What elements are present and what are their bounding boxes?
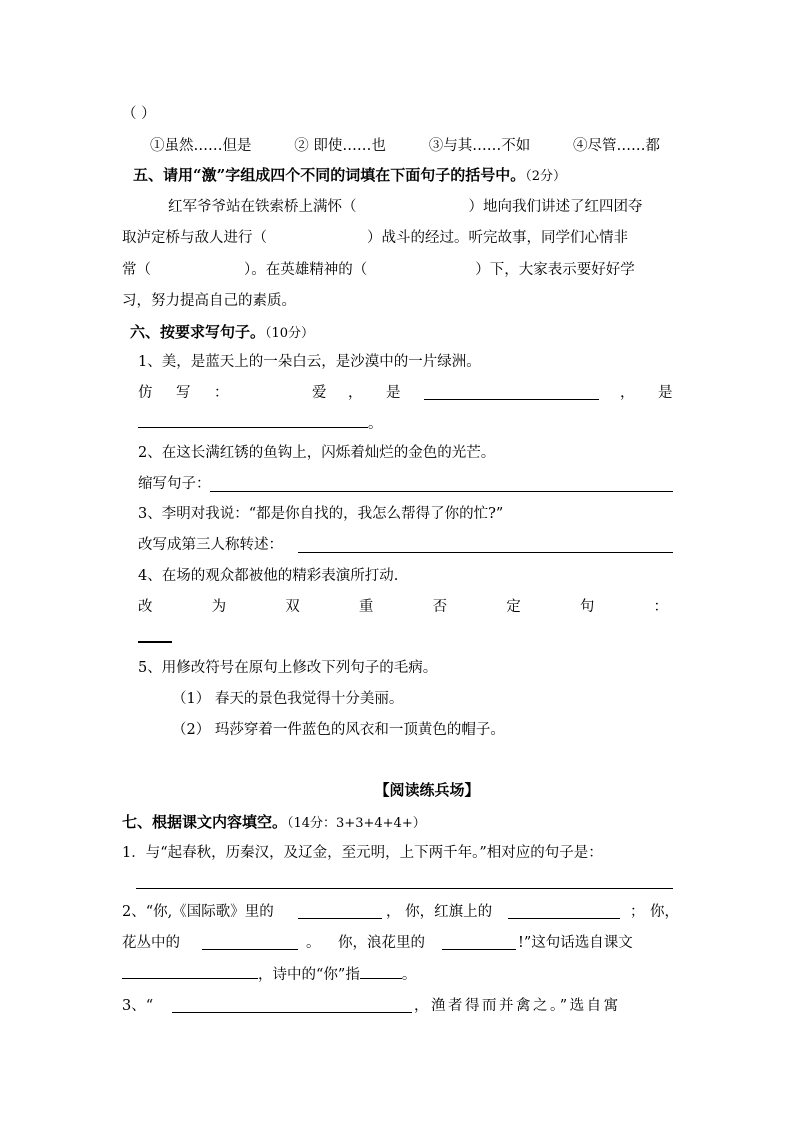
q6-title (130, 322, 314, 344)
q6-s1-w6: 是 (386, 385, 401, 401)
q6-s1-w3: ： (214, 385, 229, 401)
q4-options (150, 136, 660, 156)
q6-s4-char-5: 否 (432, 599, 448, 615)
q7-s2-blank-6[interactable] (360, 964, 402, 979)
q4-option-3: ③与其……不如 (428, 138, 531, 154)
q7-s2-c: ； (630, 904, 645, 920)
q7-s2-b: ， 你，红旗上的 (386, 904, 493, 920)
q6-s1-row2 (138, 413, 383, 434)
q7-s2-row3 (122, 964, 416, 985)
q5-line1-a: 红军爷爷站在铁索桥上满怀（ (168, 199, 357, 215)
q6-title-text: 六、按要求写句子。 (130, 323, 266, 341)
q6-s1-w5: ， (348, 385, 363, 401)
q7-s2-g: 你，浪花里的 (338, 935, 425, 951)
q6-s4-instruction (138, 597, 668, 617)
q7-s2-row2 (122, 933, 673, 953)
q5-title-text: 五、请用“激”字组成四个不同的词填在下面句子的括号中。 (133, 166, 526, 184)
q6-s3: 3、李明对我说：“都是你自找的，我怎么帮得了你的忙?” (138, 506, 504, 522)
q7-s1-answer-line[interactable] (136, 888, 673, 889)
q7-title-text: 七、根据课文内容填空。 (122, 813, 288, 831)
q6-s1-w7: ， (620, 385, 635, 401)
q6-s4-char-3: 双 (285, 599, 300, 615)
q7-s1: 1．与“起春秋，历秦汉，及辽金，至元明，上下两千年。”相对应的句子是： (122, 845, 603, 861)
q7-s2-e: 花丛中的 (122, 935, 180, 951)
q7-s2-j: 。 (401, 967, 417, 983)
q5-line2-b: ）战斗的经过。听完故事，同学们心情非 (367, 230, 628, 246)
q5-line3-b: ）。在英雄精神的（ (244, 262, 368, 278)
q7-s3 (122, 996, 673, 1016)
q5-line4: 习，努力提高自己的素质。 (122, 293, 296, 309)
q6-s2: 2、在这长满红锈的鱼钩上，闪烁着灿烂的金色的光芒。 (138, 445, 496, 461)
q7-s2-a: 2、“你,《国际歌》里的 (122, 904, 274, 920)
q7-s3-a: 3、“ (122, 998, 154, 1014)
q6-s1-imitate-row (138, 383, 673, 403)
q7-s2-blank-4[interactable] (442, 935, 516, 950)
q6-s1-blank-1[interactable] (424, 385, 599, 400)
q6-s1-w2: 写 (176, 385, 191, 401)
q6-s4-answer-line[interactable] (138, 641, 172, 643)
q6-s4-char-7: 句 (579, 599, 595, 615)
q7-score: （14分：3+3+4+4+） (287, 816, 426, 831)
q5-line3 (122, 260, 635, 280)
q5-line3-c: ）下，大家表示要好好学 (475, 262, 635, 278)
q6-s2-label: 缩写句子： (138, 476, 211, 492)
q7-s2-f: 。 (306, 935, 321, 951)
section-heading-reading: 【阅读练兵场】 (374, 781, 480, 799)
q7-s2-blank-3[interactable] (202, 935, 298, 950)
q6-s4-char-8: ： (653, 599, 668, 615)
q5-line3-a: 常（ (122, 262, 151, 278)
q6-s3-answer-line[interactable] (298, 552, 673, 553)
q6-score: （10分） (265, 326, 315, 341)
q6-s1-w8: 是 (658, 385, 673, 401)
q7-title (122, 812, 426, 834)
q6-s5: 5、用修改符号在原句上修改下列句子的毛病。 (138, 660, 438, 676)
q6-s4: 4、在场的观众都被他的精彩表演所打动. (138, 568, 399, 584)
q4-option-4: ④尽管……都 (573, 138, 660, 154)
q7-s2-h: !”这句话选自课文 (518, 935, 633, 951)
q6-s3-label: 改写成第三人称转述： (138, 537, 283, 553)
q5-title (133, 165, 566, 187)
q7-s2-blank-2[interactable] (508, 904, 620, 919)
q4-option-2: ② 即使……也 (294, 138, 386, 154)
q7-s2-blank-5[interactable] (122, 964, 258, 979)
q6-s4-char-1: 改 (138, 599, 153, 615)
q5-line1 (168, 197, 643, 217)
q5-line2-a: 取泸定桥与敌人进行（ (122, 230, 267, 246)
q6-s1: 1、美，是蓝天上的一朵白云，是沙漠中的一片绿洲。 (138, 354, 481, 370)
q6-s4-char-2: 为 (211, 599, 227, 615)
q4-option-1: ①虽然……但是 (150, 138, 252, 154)
q4-answer-paren: （ ） (122, 106, 156, 122)
q7-s2-i: ，诗中的“你”指 (258, 967, 360, 983)
q6-s1-end: 。 (368, 416, 383, 432)
q7-s3-blank[interactable] (172, 998, 412, 1013)
q7-s2-blank-1[interactable] (298, 904, 382, 919)
q5-score: （2分） (525, 169, 567, 184)
q7-s2-d: 你， (650, 904, 679, 920)
q6-s1-blank-2[interactable] (138, 413, 368, 428)
q6-s1-w4: 爱 (312, 385, 327, 401)
q6-s5-item-1: （1） 春天的景色我觉得十分美丽。 (172, 691, 404, 707)
q7-s3-b: ，渔者得而并禽之。”选自寓 (414, 998, 621, 1014)
q6-s4-char-6: 定 (506, 599, 521, 615)
q6-s1-w1: 仿 (138, 385, 153, 401)
q5-line1-b: ）地向我们讲述了红四团夺 (468, 199, 643, 215)
q6-s4-char-4: 重 (358, 599, 374, 615)
q7-s2-row1 (122, 902, 679, 922)
q6-s2-answer-line[interactable] (210, 491, 673, 492)
q6-s5-item-2: （2） 玛莎穿着一件蓝色的风衣和一顶黄色的帽子。 (172, 722, 505, 738)
q5-line2 (122, 228, 628, 248)
